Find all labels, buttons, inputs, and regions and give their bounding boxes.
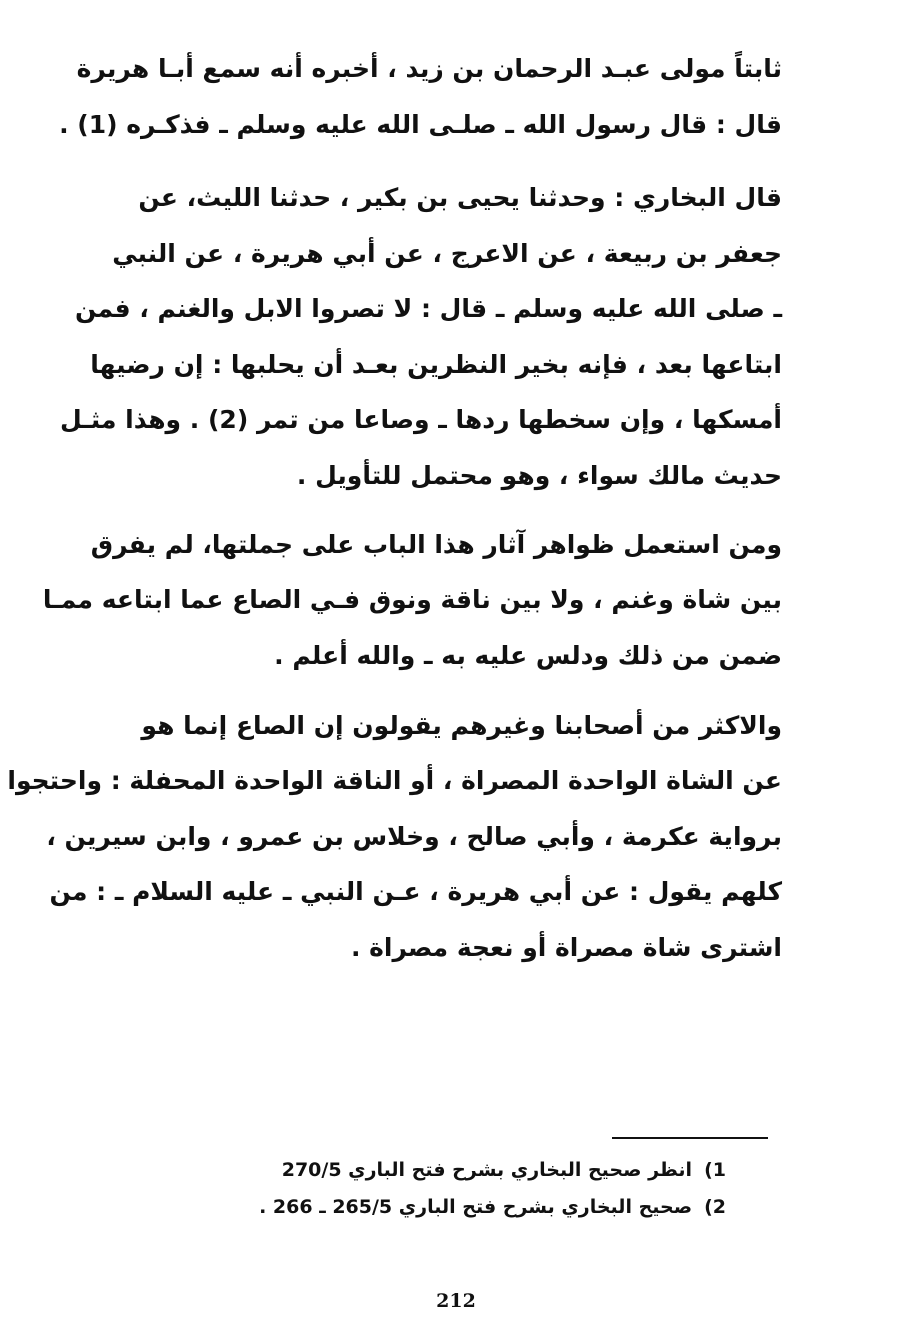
text-line: اشترى شاة مصراة أو نعجة مصراة . bbox=[350, 933, 782, 962]
footnote-text: انظر صحيح البخاري بشرح فتح الباري 270/5 bbox=[281, 1159, 693, 1181]
text-line: ضمن من ذلك ودلس عليه به ـ والله أعلم . bbox=[274, 641, 782, 670]
text-line: ثابتاً مولى عبـد الرحمان بن زيد ، أخبره أنه سمع أبـا هريرة bbox=[76, 54, 782, 83]
text-line: جعفر بن ربيعة ، عن الاعرج ، عن أبي هريرة ، عن النبي bbox=[112, 239, 782, 268]
footnote-number: 2) bbox=[704, 1196, 726, 1218]
text-line: والاكثر من أصحابنا وغيرهم يقولون إن الصاع إنما هو bbox=[141, 711, 782, 740]
footnote-2 bbox=[259, 1192, 726, 1222]
footnote-separator bbox=[612, 1137, 768, 1139]
text-line: برواية عكرمة ، وأبي صالح ، وخلاس بن عمرو ، وابن سيرين ، bbox=[46, 822, 782, 851]
text-line: عن الشاة الواحدة المصراة ، أو الناقة الواحدة المحفلة : واحتجوا bbox=[7, 766, 782, 795]
text-line: ابتاعها بعد ، فإنه بخير النظرين بعـد أن يحلبها : إن رضيها bbox=[90, 350, 782, 379]
footnote-text: صحيح البخاري بشرح فتح الباري 265/5 ـ 266 . bbox=[259, 1196, 693, 1218]
text-line: أمسكها ، وإن سخطها ردها ـ وصاعا من تمر (2) . وهذا مثـل bbox=[59, 405, 782, 434]
footnote-1 bbox=[282, 1155, 726, 1185]
text-line: كلهم يقول : عن أبي هريرة ، عـن النبي ـ عليه السلام ـ : من bbox=[49, 877, 782, 906]
footnote-number: 1) bbox=[704, 1159, 726, 1181]
text-line: ومن استعمل ظواهر آثار هذا الباب على جملتها، لم يفرق bbox=[90, 530, 782, 559]
text-line: ـ صلى الله عليه وسلم ـ قال : لا تصروا الابل والغنم ، فمن bbox=[75, 294, 782, 323]
text-line: حديث مالك سواء ، وهو محتمل للتأويل . bbox=[296, 461, 782, 490]
text-line: بين شاة وغنم ، ولا بين ناقة ونوق فـي الصاع عما ابتاعه ممـا bbox=[42, 585, 782, 614]
text-line: قال البخاري : وحدثنا يحيى بن بكير ، حدثنا الليث، عن bbox=[138, 183, 782, 212]
text-line: قال : قال رسول الله ـ صلـى الله عليه وسلم ـ فذكـره (1) . bbox=[59, 110, 782, 139]
page-number: 212 bbox=[436, 1290, 476, 1312]
